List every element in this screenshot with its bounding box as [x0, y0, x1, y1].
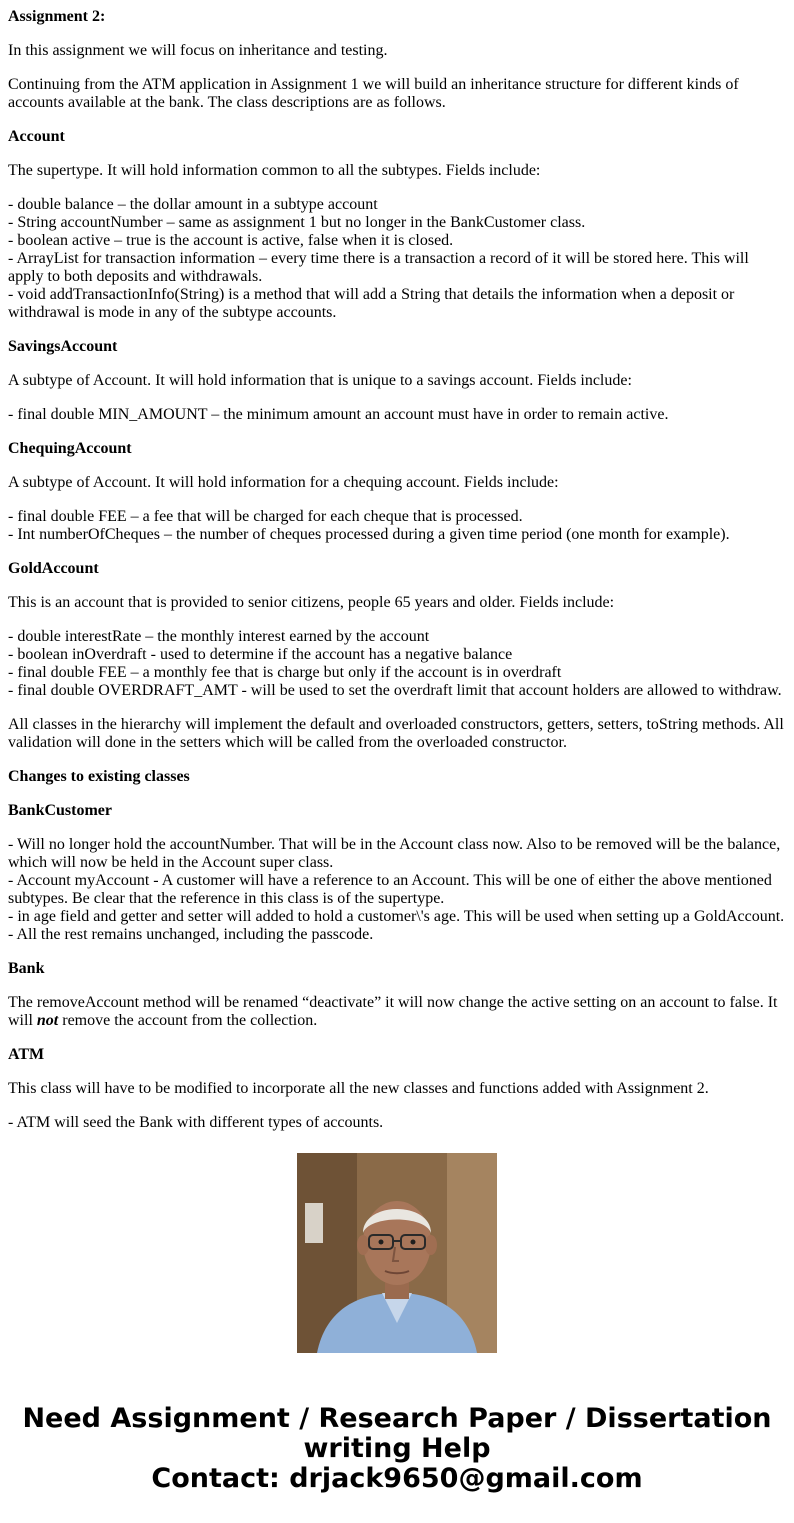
- list-item: - Will no longer hold the accountNumber. That will be in the Account class now. Also to be removed will be the balance, which will now be held in the Account super class.: [8, 836, 781, 871]
- author-portrait-photo: [297, 1153, 497, 1353]
- atm-heading: ATM: [8, 1046, 45, 1063]
- list-item: - double balance – the dollar amount in a subtype account: [8, 196, 378, 213]
- list-item: - boolean active – true is the account is active, false when it is closed.: [8, 232, 454, 249]
- atm-change-list: [8, 1114, 786, 1132]
- list-item: - ArrayList for transaction information – every time there is a transaction a record of it will be stored here. This will apply to both deposits and withdrawals.: [8, 250, 749, 285]
- list-item: - double interestRate – the monthly interest earned by the account: [8, 628, 430, 645]
- cta-line-1: Need Assignment / Research Paper / Dissertation: [22, 1403, 772, 1434]
- list-item: - final double OVERDRAFT_AMT - will be used to set the overdraft limit that account holders are allowed to withdraw.: [8, 682, 782, 699]
- list-item: - Int numberOfCheques – the number of cheques processed during a given time period (one month for example).: [8, 526, 730, 543]
- account-description: The supertype. It will hold information common to all the subtypes. Fields include:: [8, 162, 541, 179]
- list-item: - All the rest remains unchanged, including the passcode.: [8, 926, 374, 943]
- doc-title: Assignment 2:: [8, 8, 106, 25]
- all-classes-paragraph: All classes in the hierarchy will implement the default and overloaded constructors, getters, setters, toString methods. All validation will done in the setters which will be called from the overloaded constructor.: [8, 716, 784, 751]
- list-item: - final double FEE – a monthly fee that is charge but only if the account is in overdraft: [8, 664, 562, 681]
- cta-contact-line: Contact: drjack9650@gmail.com: [151, 1463, 643, 1494]
- list-item: - final double MIN_AMOUNT – the minimum amount an account must have in order to remain active.: [8, 406, 669, 423]
- help-contact-banner: [0, 1404, 794, 1494]
- list-item: - in age field and getter and setter will added to hold a customer\'s age. This will be used when setting up a GoldAccount.: [8, 908, 785, 925]
- list-item: - Account myAccount - A customer will have a reference to an Account. This will be one of either the above mentioned subtypes. Be clear that the reference in this class is of the supertype.: [8, 872, 772, 907]
- bank-customer-change-list: [8, 836, 786, 944]
- atm-description: This class will have to be modified to incorporate all the new classes and functions added with Assignment 2.: [8, 1080, 709, 1097]
- assignment-document: [8, 8, 786, 1131]
- chequing-heading: ChequingAccount: [8, 440, 132, 457]
- savings-description: A subtype of Account. It will hold information that is unique to a savings account. Fields include:: [8, 372, 632, 389]
- gold-heading: GoldAccount: [8, 560, 99, 577]
- list-item: - void addTransactionInfo(String) is a method that will add a String that details the information when a deposit or withdrawal is mode in any of the subtype accounts.: [8, 286, 735, 321]
- chequing-field-list: [8, 508, 786, 544]
- bank-heading: Bank: [8, 960, 45, 977]
- list-item: - boolean inOverdraft - used to determine if the account has a negative balance: [8, 646, 513, 663]
- changes-heading: Changes to existing classes: [8, 768, 190, 785]
- savings-field-list: [8, 406, 786, 424]
- savings-heading: SavingsAccount: [8, 338, 118, 355]
- list-item: - ATM will seed the Bank with different types of accounts.: [8, 1114, 384, 1131]
- chequing-description: A subtype of Account. It will hold information for a chequing account. Fields include:: [8, 474, 559, 491]
- intro-paragraph-1: In this assignment we will focus on inheritance and testing.: [8, 42, 388, 59]
- account-heading: Account: [8, 128, 65, 145]
- cta-line-2: writing Help: [303, 1433, 491, 1464]
- gold-description: This is an account that is provided to senior citizens, people 65 years and older. Fields include:: [8, 594, 615, 611]
- intro-paragraph-2: Continuing from the ATM application in Assignment 1 we will build an inheritance structure for different kinds of accounts available at the bank. The class descriptions are as follows.: [8, 76, 739, 111]
- account-field-list: [8, 196, 786, 322]
- list-item: - String accountNumber – same as assignment 1 but no longer in the BankCustomer class.: [8, 214, 586, 231]
- bank-customer-heading: BankCustomer: [8, 802, 113, 819]
- portrait-illustration: [297, 1153, 497, 1353]
- bank-paragraph: The removeAccount method will be renamed “deactivate” it will now change the active setting on an account to false. It will not remove the account from the collection.: [8, 994, 778, 1029]
- list-item: - final double FEE – a fee that will be charged for each cheque that is processed.: [8, 508, 523, 525]
- gold-field-list: [8, 628, 786, 700]
